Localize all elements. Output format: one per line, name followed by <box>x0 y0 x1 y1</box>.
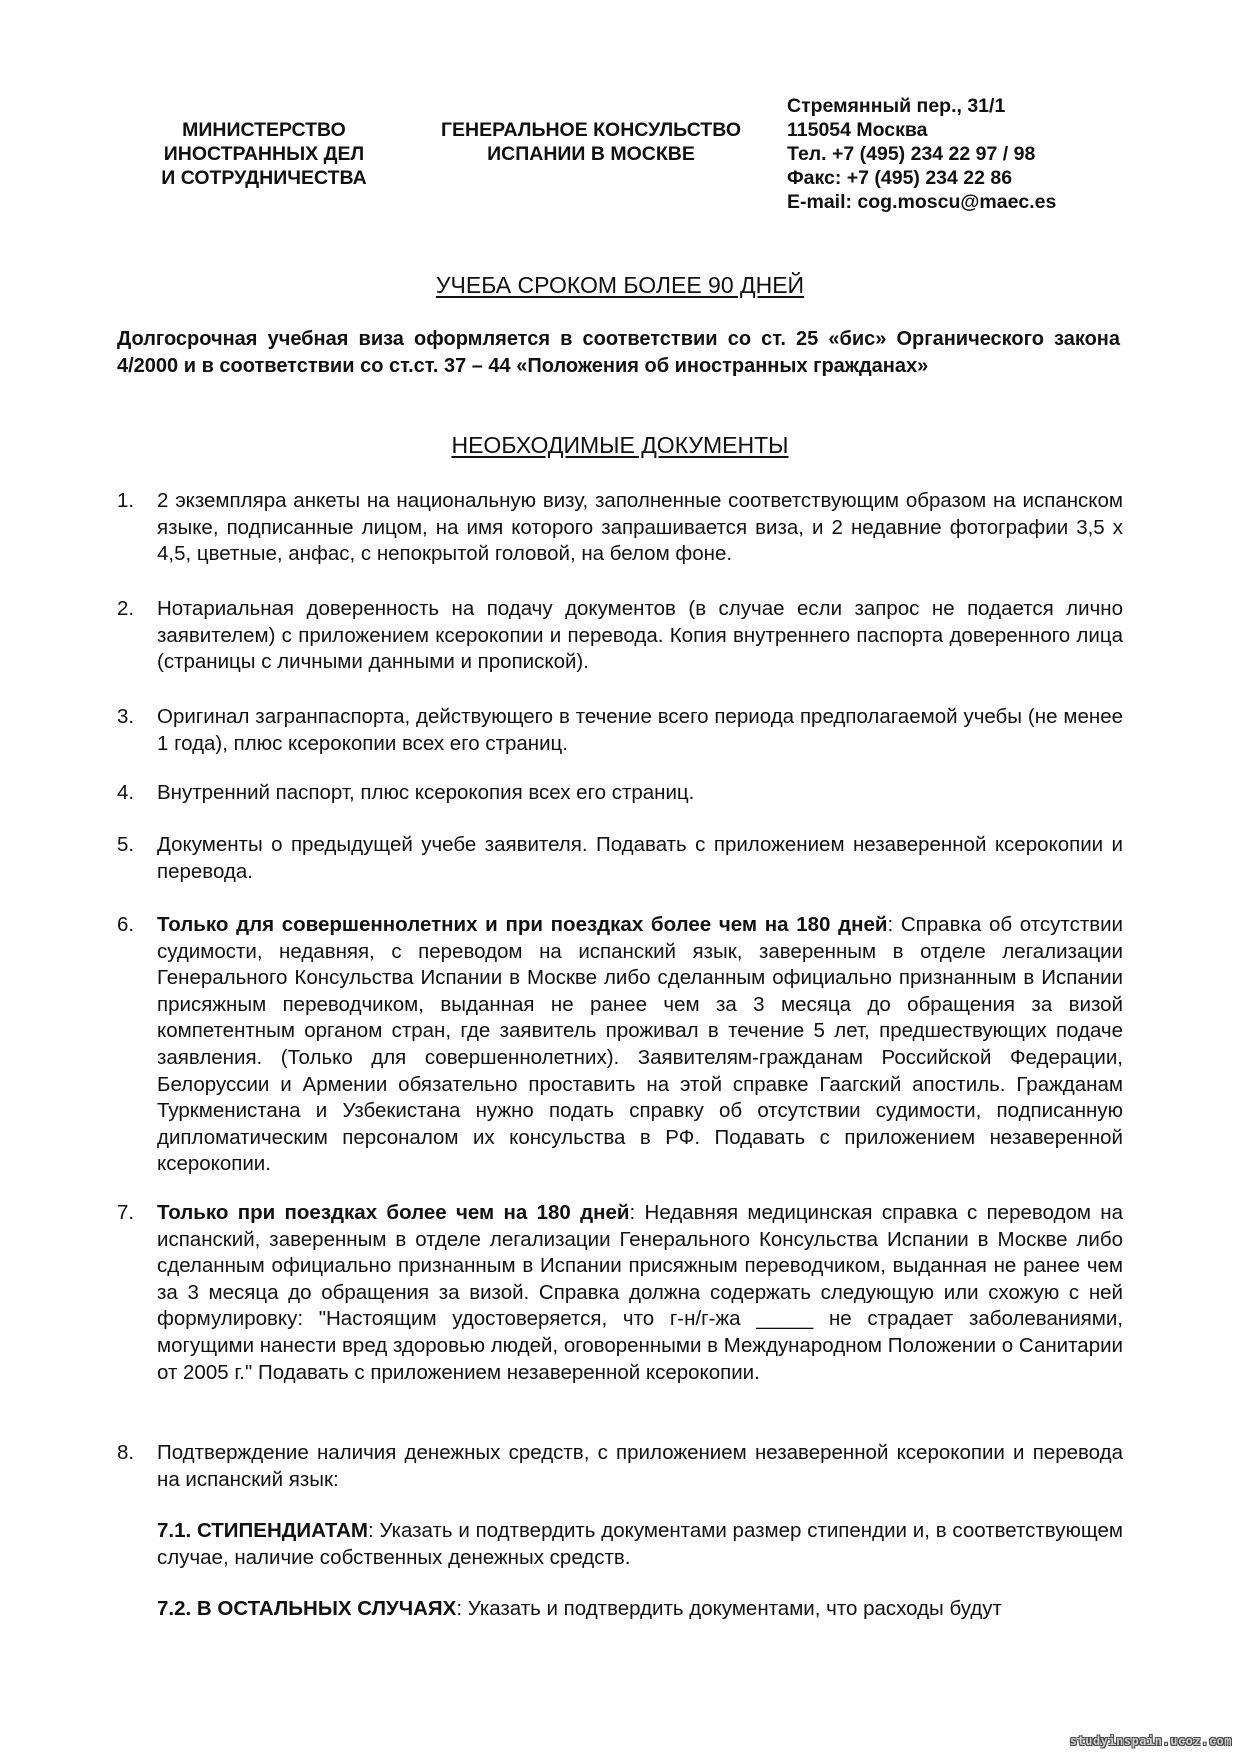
item-body: Нотариальная доверенность на подачу документов (в случае если запрос не подается лично заявителем) с приложением ксерокопии и перевода. Копия внутреннего паспорта доверенного лица (страницы с личными данными и пропиской). <box>157 597 1123 674</box>
documents-heading: НЕОБХОДИМЫЕ ДОКУМЕНТЫ <box>451 432 789 458</box>
contact-phone: Тел. +7 (495) 234 22 97 / 98 <box>787 143 1036 165</box>
item-number: 4. <box>117 781 135 804</box>
item-text <box>157 1200 1123 1386</box>
item-number: 2. <box>117 597 135 620</box>
item-body: : Недавняя медицинская справка с переводом на испанский, заверенным в отделе легализации Генерального Консульства Испании в Москве либо сделанным официально признанным в Испании присяжным переводчиком, выданная не ранее чем за 3 месяца до обращения за визой. Справка должна содержать следующую или схожую с ней формулировку: "Настоящим удостоверяется, что г-н/г-жа _____ не страдает заболеваниями, могущими нанести вред здоровью людей, оговоренными в Международном Положении о Санитарии от 2005 г." Подавать с приложением незаверенной ксерокопии. <box>157 1201 1123 1384</box>
contact-fax: Факс: +7 (495) 234 22 86 <box>787 167 1013 189</box>
sub-item-body: : Указать и подтвердить документами, что расходы будут <box>456 1597 1002 1620</box>
item-body: Оригинал загранпаспорта, действующего в течение всего периода предполагаемой учебы (не менее 1 года), плюс ксерокопии всех его страниц. <box>157 705 1123 755</box>
sub-item-lead: 7.2. В ОСТАЛЬНЫХ СЛУЧАЯХ <box>157 1597 457 1620</box>
item-text <box>157 832 1123 885</box>
contact-city: 115054 Москва <box>787 119 928 141</box>
ministry-line: МИНИСТЕРСТВО <box>182 119 346 141</box>
ministry-line: И СОТРУДНИЧЕСТВА <box>161 167 367 189</box>
item-text <box>157 912 1123 1178</box>
contact-address: Стремянный пер., 31/1 <box>787 95 1006 117</box>
site-watermark: studyinspain.ucoz.com <box>1069 1734 1232 1748</box>
item-number: 6. <box>117 913 135 936</box>
consulate-line: ИСПАНИИ В МОСКВЕ <box>487 143 695 165</box>
intro-paragraph: Долгосрочная учебная виза оформляется в соответствии со ст. 25 «бис» Органического закона 4/2000 и в соответствии со ст.ст. 37 – 44 «Положения об иностранных гражданах» <box>117 328 1120 377</box>
sub-item <box>157 1518 1123 1571</box>
item-text <box>157 704 1123 757</box>
contact-email: E-mail: cog.moscu@maec.es <box>787 191 1057 213</box>
item-body: 2 экземпляра анкеты на национальную визу, заполненные соответствующим образом на испанском языке, подписанные лицом, на имя которого запрашивается виза, и 2 недавние фотографии 3,5 х 4,5, цветные, анфас, с непокрытой головой, на белом фоне. <box>157 489 1123 566</box>
item-text <box>157 780 1123 807</box>
page-title: УЧЕБА СРОКОМ БОЛЕЕ 90 ДНЕЙ <box>435 272 805 298</box>
consulate-name <box>426 118 756 166</box>
item-number: 7. <box>117 1201 135 1224</box>
item-body: Внутренний паспорт, плюс ксерокопия всех его страниц. <box>157 781 695 804</box>
sub-item-body: : Указать и подтвердить документами размер стипендии и, в соответствующем случае, наличие собственных денежных средств. <box>157 1519 1123 1569</box>
sub-item-lead: 7.1. СТИПЕНДИАТАМ <box>157 1519 368 1542</box>
item-lead: Только при поездках более чем на 180 дней <box>157 1201 630 1224</box>
consulate-contacts <box>787 94 1056 214</box>
item-text <box>157 596 1123 676</box>
item-number: 1. <box>117 489 135 512</box>
item-text <box>157 1440 1123 1493</box>
item-body: Подтверждение наличия денежных средств, с приложением незаверенной ксерокопии и перевода на испанский язык: <box>157 1441 1123 1491</box>
sub-item <box>157 1596 1123 1623</box>
item-body: Документы о предыдущей учебе заявителя. Подавать с приложением незаверенной ксерокопии и перевода. <box>157 833 1123 883</box>
item-body: : Справка об отсутствии судимости, недавняя, с переводом на испанский язык, заверенным в отделе легализации Генерального Консульства Испании в Москве либо сделанным официально признанным в Испании присяжным переводчиком, выданная не ранее чем за 3 месяца до обращения за визой компетентным органом стран, где заявитель проживал в течение 5 лет, предшествующих подаче заявления. (Только для совершеннолетних). Заявителям-гражданам Российской Федерации, Белоруссии и Армении обязательно проставить на этой справке Гаагский апостиль. Гражданам Туркменистана и Узбекистана нужно подать справку об отсутствии судимости, подписанную дипломатическим персоналом их консульства в РФ. Подавать с приложением незаверенной ксерокопии. <box>157 913 1123 1176</box>
consulate-line: ГЕНЕРАЛЬНОЕ КОНСУЛЬСТВО <box>441 119 741 141</box>
item-lead: Только для совершеннолетних и при поездках более чем на 180 дней <box>157 913 888 936</box>
item-number: 8. <box>117 1441 135 1464</box>
item-number: 3. <box>117 705 135 728</box>
ministry-line: ИНОСТРАННЫХ ДЕЛ <box>163 143 365 165</box>
item-text <box>157 488 1123 568</box>
item-number: 5. <box>117 833 135 856</box>
ministry-name <box>130 118 398 190</box>
